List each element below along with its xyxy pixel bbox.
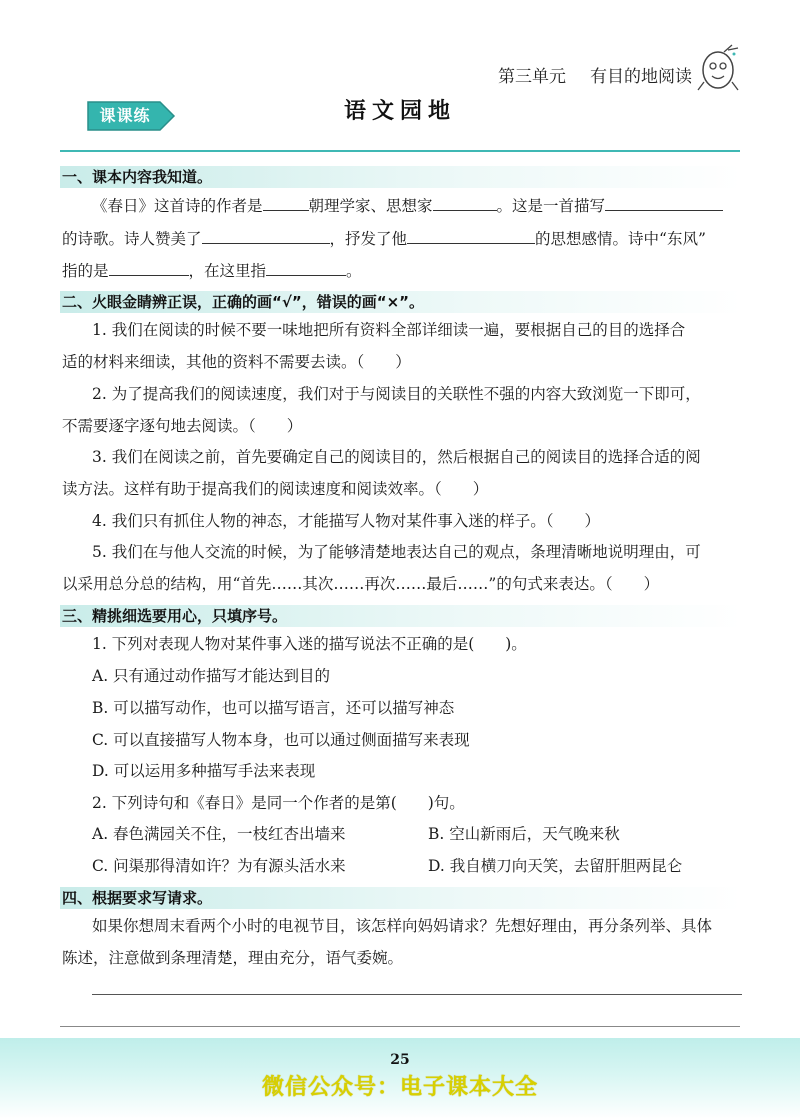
s3-q2-option-c: C. 问渠那得清如许？为有源头活水来: [92, 857, 346, 875]
s2-q3-line-1: 3. 我们在阅读之前，首先要确定自己的阅读目的，然后根据自己的阅读目的选择合适的阅: [92, 448, 701, 466]
s4-prompt-line-2: 陈述，注意做到条理清楚，理由充分，语气委婉。: [62, 949, 404, 967]
section-4-title: 四、根据要求写请求。: [60, 887, 742, 909]
lesson-badge: 课课练: [99, 106, 151, 125]
s1-text: 指的是: [62, 262, 109, 280]
blank-field[interactable]: [263, 194, 309, 211]
s1-text: 。: [346, 262, 362, 280]
s2-q5-line-1: 5. 我们在与他人交流的时候，为了能够清楚地表达自己的观点，条理清晰地说明理由，可: [92, 543, 701, 561]
blank-field[interactable]: [407, 227, 535, 244]
s3-q2-options-row-2: [92, 856, 742, 876]
watermark-text: 微信公众号：电子课本大全: [261, 1075, 538, 1100]
s2-q4-line-1: 4. 我们只有抓住人物的神态，才能描写人物对某件事入迷的样子。（ ）: [92, 512, 600, 530]
s1-text: 的诗歌。诗人赞美了: [62, 230, 202, 248]
page-number: 25: [390, 1052, 410, 1068]
s1-text: 的思想感情。诗中“东风”: [535, 230, 706, 248]
s1-line-2: [62, 227, 742, 249]
mascot-icon: [694, 42, 742, 94]
s3-q2-option-d: D. 我自横刀向天笑，去留肝胆两昆仑: [428, 857, 683, 875]
unit-header: [498, 62, 692, 87]
answer-writing-line[interactable]: [92, 994, 742, 995]
s1-line-3: [62, 259, 742, 281]
s2-q2-line-1: 2. 为了提高我们的阅读速度，我们对于与阅读目的关联性不强的内容大致浏览一下即可，: [92, 385, 701, 403]
s1-text: 《春日》这首诗的作者是: [92, 197, 263, 215]
blank-field[interactable]: [433, 194, 497, 211]
s3-q2-option-a: A. 春色满园关不住，一枝红杏出墙来: [92, 825, 346, 843]
s2-q1-line-2: 适的材料来细读，其他的资料不需要去读。（ ）: [62, 353, 411, 371]
page-title: 语文园地: [343, 98, 456, 124]
s3-q1-option-d: D. 可以运用多种描写手法来表现: [92, 762, 316, 780]
s1-text: 。这是一首描写: [496, 197, 606, 215]
blank-field[interactable]: [202, 227, 330, 244]
blank-field[interactable]: [605, 194, 723, 211]
s3-q2-option-b: B. 空山新雨后，天气晚来秋: [428, 825, 620, 843]
unit-label: 第三单元: [498, 67, 566, 87]
s3-q1-option-c: C. 可以直接描写人物本身，也可以通过侧面描写来表现: [92, 731, 470, 749]
s1-text: 朝理学家、思想家: [308, 197, 433, 215]
s1-line-1: [92, 194, 742, 216]
blank-field[interactable]: [109, 259, 189, 276]
s1-text: ，在这里指: [188, 262, 267, 280]
s3-q1-option-a: A. 只有通过动作描写才能达到目的: [92, 667, 331, 685]
s3-q1: 1. 下列对表现人物对某件事入迷的描写说法不正确的是( )。: [92, 635, 527, 653]
s1-text: ，抒发了他: [329, 230, 408, 248]
s2-q5-line-2: 以采用总分总的结构，用“首先……其次……再次……最后……”的句式来表达。（ ）: [62, 575, 660, 593]
section-2-title: 二、火眼金睛辨正误，正确的画“√”，错误的画“×”。: [60, 291, 742, 313]
s3-q1-option-b: B. 可以描写动作，也可以描写语言，还可以描写神态: [92, 699, 455, 717]
blank-field[interactable]: [266, 259, 346, 276]
s2-q1-line-1: 1. 我们在阅读的时候不要一味地把所有资料全部详细读一遍，要根据自己的目的选择合: [92, 321, 686, 339]
s2-q2-line-2: 不需要逐字逐句地去阅读。（ ）: [62, 417, 303, 435]
unit-title: 有目的地阅读: [590, 67, 692, 87]
s4-prompt-line-1: 如果你想周末看两个小时的电视节目，该怎样向妈妈请求？先想好理由，再分条列举、具体: [92, 917, 713, 935]
section-1-title: 一、课本内容我知道。: [60, 166, 742, 188]
bottom-divider: [60, 1026, 740, 1027]
section-3-title: 三、精挑细选要用心，只填序号。: [60, 605, 742, 627]
s2-q3-line-2: 读方法。这样有助于提高我们的阅读速度和阅读效率。（ ）: [62, 480, 489, 498]
s3-q2: 2. 下列诗句和《春日》是同一个作者的是第( )句。: [92, 794, 465, 812]
header-divider: [60, 150, 740, 152]
s3-q2-options-row-1: [92, 824, 742, 844]
